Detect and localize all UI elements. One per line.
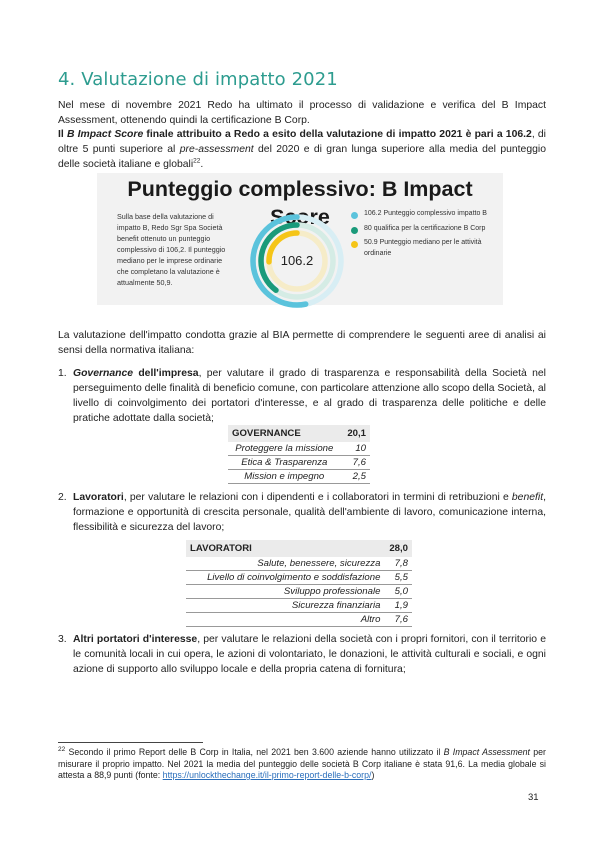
score-rest2: del 2020 e di gran lunga superiore alla media del punteggio delle società italiane e globali bbox=[58, 144, 546, 170]
row-value: 10 bbox=[341, 442, 370, 456]
footnote-ref[interactable]: 22 bbox=[193, 157, 201, 165]
row-label: Proteggere la missione bbox=[228, 442, 341, 456]
footnote-number: 22 bbox=[58, 746, 66, 754]
score-bold-rest: finale attribuito a Redo a esito della valutazione di impatto 2021 è pari a 106.2 bbox=[143, 129, 532, 140]
table-row bbox=[228, 456, 370, 470]
score-rest1: , di oltre 5 punti superiore al bbox=[58, 129, 546, 155]
footnote bbox=[58, 747, 546, 782]
intro-paragraph bbox=[58, 98, 546, 128]
row-label: Etica & Trasparenza bbox=[228, 456, 341, 470]
list-item-stakeholders bbox=[58, 632, 546, 677]
footnote-em: B Impact Assessment bbox=[443, 747, 530, 757]
score-ring-chart bbox=[247, 211, 347, 311]
table-header-total: 28,0 bbox=[382, 540, 412, 557]
section-title: 4. Valutazione di impatto 2021 bbox=[58, 69, 338, 90]
row-label: Livello di coinvolgimento e soddisfazione bbox=[186, 571, 382, 585]
page-number: 31 bbox=[528, 792, 539, 803]
row-label: Salute, benessere, sicurezza bbox=[186, 557, 382, 571]
list-item-workers bbox=[58, 490, 546, 535]
b-impact-score-infographic bbox=[97, 173, 503, 305]
legend-dot-certification bbox=[351, 227, 358, 234]
table-header-label: LAVORATORI bbox=[186, 540, 382, 557]
item-title-rest: dell'impresa bbox=[133, 368, 199, 379]
infographic-legend bbox=[351, 209, 501, 263]
table-header-row bbox=[186, 540, 412, 557]
legend-item bbox=[351, 209, 501, 220]
row-label: Sicurezza finanziaria bbox=[186, 599, 382, 613]
item-title-em: Governance bbox=[73, 368, 134, 379]
row-value: 5,5 bbox=[382, 571, 412, 585]
item-body: , per valutare le relazioni della società con i propri fornitori, con il territorio e le comunità locali in cui opera, le azioni di volontariato, le donazioni, le attività culturali e sociali, e ogni azione di supporto allo sviluppo locale e della propria catena di fornitura; bbox=[73, 634, 546, 675]
legend-item bbox=[351, 224, 501, 235]
footnote-text-3: ) bbox=[371, 770, 375, 780]
list-number: 1. bbox=[58, 368, 67, 379]
governance-table bbox=[228, 425, 370, 484]
list-number: 3. bbox=[58, 634, 67, 645]
table-row bbox=[228, 442, 370, 456]
item-title: Altri portatori d'interesse bbox=[73, 634, 198, 645]
infographic-title: Punteggio complessivo: B Impact Score bbox=[127, 177, 473, 229]
score-bold-em: B Impact Score bbox=[66, 129, 144, 140]
footnote-text-1: Secondo il primo Report delle B Corp in Italia, nel 2021 ben 3.600 aziende hanno utilizzato il bbox=[65, 747, 444, 757]
footnote-divider bbox=[58, 742, 203, 743]
table-row bbox=[186, 599, 412, 613]
ring-center-value: 106.2 bbox=[280, 253, 314, 268]
list-item-text bbox=[73, 632, 546, 677]
score-paragraph bbox=[58, 127, 546, 172]
item-body-1: , per valutare le relazioni con i dipendenti e i collaboratori in termini di retribuzioni e bbox=[123, 492, 512, 503]
legend-text-total: 106.2 Punteggio complessivo impatto B bbox=[364, 210, 487, 217]
areas-intro: La valutazione dell'impatto condotta grazie al BIA permette di comprendere le seguenti aree di analisi ai sensi della normativa italiana: bbox=[58, 330, 546, 356]
legend-dot-median bbox=[351, 241, 358, 248]
workers-table bbox=[186, 540, 412, 627]
item-body-2: , formazione e opportunità di crescita personale, qualità dell'ambiente di lavoro, comunicazione interna, flessibilità e sicurezza del lavoro; bbox=[73, 492, 546, 533]
row-value: 7,6 bbox=[341, 456, 370, 470]
footnote-text-2: per misurare il proprio impatto. Nel 2021 la media del punteggio delle società B Corp italiane è stata 91,6. La media globale si attesta a 88,9 punti (fonte: bbox=[58, 747, 546, 780]
row-label: Altro bbox=[186, 613, 382, 627]
legend-dot-total bbox=[351, 212, 358, 219]
score-bold-lead: Il bbox=[58, 129, 67, 140]
table-row bbox=[186, 571, 412, 585]
infographic-description: Sulla base della valutazione di impatto B, Redo Sgr Spa Società benefit ottenuto un punteggio complessivo di 106,2. Il punteggio mediano per le imprese ordinarie che completano la valutazione è attualmente 50,9. bbox=[117, 212, 226, 287]
row-label: Mission e impegno bbox=[228, 470, 341, 484]
legend-item bbox=[351, 238, 501, 259]
table-row bbox=[186, 585, 412, 599]
intro-text: Nel mese di novembre 2021 Redo ha ultimato il processo di validazione e verifica del B Impact Assessment, ottenendo quindi la certificazione B Corp. bbox=[58, 100, 546, 126]
legend-text-median: 50.9 Punteggio mediano per le attività ordinarie bbox=[364, 239, 482, 257]
row-value: 2,5 bbox=[341, 470, 370, 484]
item-body-em: benefit bbox=[511, 492, 544, 503]
table-header-label: GOVERNANCE bbox=[228, 425, 341, 442]
table-header-row bbox=[228, 425, 370, 442]
row-value: 5,0 bbox=[382, 585, 412, 599]
score-end: . bbox=[200, 159, 204, 170]
row-value: 1,9 bbox=[382, 599, 412, 613]
list-item-text bbox=[73, 490, 546, 535]
list-number: 2. bbox=[58, 492, 67, 503]
row-value: 7,6 bbox=[382, 613, 412, 627]
table-row bbox=[228, 470, 370, 484]
list-item-text bbox=[73, 366, 546, 426]
list-item-governance bbox=[58, 366, 546, 426]
table-row bbox=[186, 613, 412, 627]
item-title: Lavoratori bbox=[73, 492, 124, 503]
table-row bbox=[186, 557, 412, 571]
row-label: Sviluppo professionale bbox=[186, 585, 382, 599]
table-header-total: 20,1 bbox=[341, 425, 370, 442]
item-body: , per valutare il grado di trasparenza e responsabilità della Società nel perseguimento delle finalità di beneficio comune, con particolare attenzione allo scopo della Società, al livello di coinvolgimento dei portatori d'interesse, e al grado di trasparenza delle politiche e delle pratiche adottate dalla società; bbox=[73, 368, 546, 424]
legend-text-certification: 80 qualifica per la certificazione B Corp bbox=[364, 224, 486, 232]
score-em1: pre-assessment bbox=[179, 144, 254, 155]
row-value: 7,8 bbox=[382, 557, 412, 571]
footnote-source-link[interactable]: https://unlockthechange.it/il-primo-report-delle-b-corp/ bbox=[162, 770, 372, 780]
